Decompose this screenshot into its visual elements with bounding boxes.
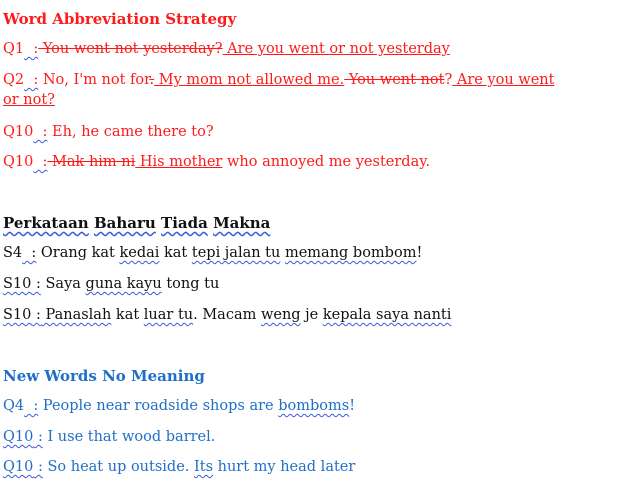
plain-text: ! <box>416 245 423 261</box>
speaker-label: Q2 <box>3 72 25 88</box>
dialogue-line-q10-d <box>3 457 355 477</box>
speaker-label: S10 <box>3 276 32 292</box>
dialogue-line-q10-c <box>3 427 215 447</box>
speaker-colon: : <box>24 72 39 88</box>
speaker-label: Q1 <box>3 41 25 57</box>
dialogue-line-q10-b <box>3 152 430 172</box>
plain-text: Saya <box>40 276 86 292</box>
heading-word: Perkataan <box>3 214 89 232</box>
plain-text: Eh, he came there to? <box>47 124 214 140</box>
plain-text: ? <box>444 72 453 88</box>
flagged-word: weng <box>260 307 301 323</box>
flagged-word: guna kayu <box>85 276 162 292</box>
dialogue-line-q2 <box>3 70 563 110</box>
heading-word: Makna <box>213 214 271 232</box>
speaker-colon: : <box>31 276 41 292</box>
dialogue-line-s10-b <box>3 305 451 325</box>
struck-text: . <box>149 72 155 88</box>
plain-text: who annoyed me yesterday. <box>222 154 431 170</box>
plain-text: Orang kat <box>36 245 120 261</box>
struck-text: Mak him ni <box>47 154 136 170</box>
flagged-word: bomboms <box>278 398 350 414</box>
flagged-word: Its <box>194 459 214 475</box>
plain-text: People near roadside shops are <box>38 398 279 414</box>
dialogue-line-q4 <box>3 396 355 416</box>
corrected-text: My mom not allowed me. <box>154 72 345 88</box>
plain-text: kat <box>111 307 144 323</box>
plain-text: No, I'm not for <box>38 72 150 88</box>
plain-text: tong tu <box>161 276 220 292</box>
flagged-word: memang bombom <box>284 245 417 261</box>
struck-text: You went not yesterday? <box>38 41 223 57</box>
plain-text: So heat up outside. <box>42 459 195 475</box>
speaker-colon: : <box>22 245 37 261</box>
speaker-label: Q10 <box>3 154 34 170</box>
corrected-text: Are you went or not yesterday <box>222 41 450 57</box>
speaker-label: S10 <box>3 307 32 323</box>
section-heading-perkataan-baharu <box>3 213 270 233</box>
dialogue-line-s4 <box>3 243 422 263</box>
flagged-word: tepi jalan tu <box>191 245 281 261</box>
dialogue-line-s10-a <box>3 274 219 294</box>
plain-text: ! <box>349 398 356 414</box>
speaker-label: Q10 <box>3 459 34 475</box>
speaker-label: Q4 <box>3 398 25 414</box>
corrected-text: Are you went or not? <box>3 72 555 108</box>
dialogue-line-q10-a <box>3 122 214 142</box>
speaker-label: Q10 <box>3 429 34 445</box>
dialogue-line-q1 <box>3 39 450 59</box>
flagged-word: kedai <box>119 245 160 261</box>
speaker-colon: : <box>31 307 41 323</box>
speaker-colon: : <box>33 459 43 475</box>
plain-text: je <box>300 307 323 323</box>
plain-text: kat <box>159 245 192 261</box>
section-heading-word-abbreviation: Word Abbreviation Strategy <box>3 10 237 28</box>
plain-text: . Macam <box>193 307 261 323</box>
corrected-text: His mother <box>135 154 223 170</box>
speaker-label: S4 <box>3 245 23 261</box>
speaker-colon: : <box>24 41 39 57</box>
speaker-colon: : <box>33 124 48 140</box>
heading-word: Tiada <box>161 214 208 232</box>
speaker-colon: : <box>24 398 39 414</box>
speaker-label: Q10 <box>3 124 34 140</box>
flagged-word: luar tu <box>143 307 194 323</box>
plain-text: I use that wood barrel. <box>42 429 216 445</box>
heading-word: Baharu <box>93 214 156 232</box>
speaker-colon: : <box>33 429 43 445</box>
plain-text: hurt my head later <box>213 459 356 475</box>
flagged-word: Panaslah <box>40 307 112 323</box>
struck-text: You went not <box>344 72 445 88</box>
section-heading-new-words: New Words No Meaning <box>3 367 205 385</box>
speaker-colon: : <box>33 154 48 170</box>
flagged-word: kepala saya nanti <box>322 307 452 323</box>
